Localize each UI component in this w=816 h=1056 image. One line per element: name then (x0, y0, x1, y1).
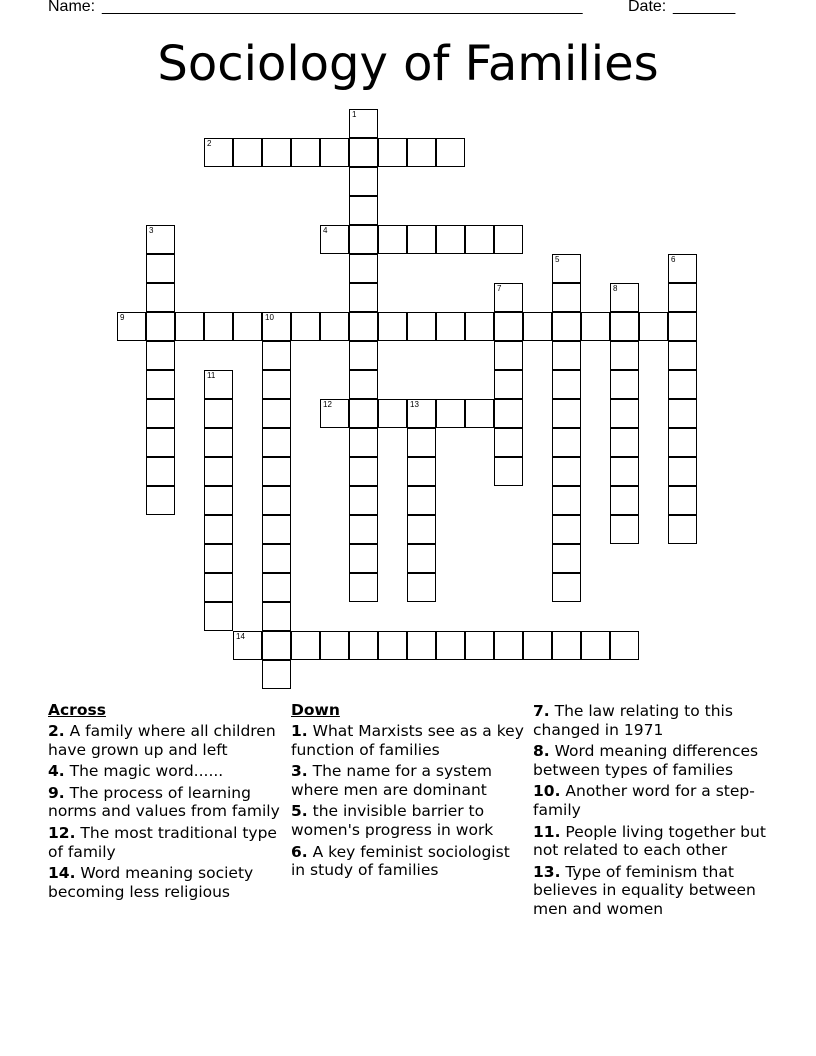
crossword-cell[interactable] (581, 312, 610, 341)
crossword-cell[interactable] (146, 370, 175, 399)
crossword-cell[interactable] (204, 428, 233, 457)
clue-item (533, 823, 769, 860)
crossword-cell[interactable] (204, 457, 233, 486)
crossword-cell[interactable] (610, 341, 639, 370)
crossword-cell[interactable] (204, 486, 233, 515)
clue-number: 13 (410, 400, 419, 409)
clue-number-label: 13. (533, 862, 561, 881)
crossword-cell[interactable] (320, 312, 349, 341)
crossword-cell[interactable] (407, 544, 436, 573)
name-label: Name: (48, 0, 96, 15)
crossword-cell[interactable] (552, 515, 581, 544)
crossword-cell[interactable] (349, 138, 378, 167)
crossword-cell[interactable] (349, 109, 378, 138)
crossword-cell[interactable] (668, 399, 697, 428)
crossword-cell[interactable] (552, 254, 581, 283)
crossword-cell[interactable] (262, 486, 291, 515)
clue-number-label: 12. (48, 823, 76, 842)
clue-item (48, 824, 284, 861)
crossword-cell[interactable] (349, 341, 378, 370)
crossword-cell[interactable] (349, 631, 378, 660)
crossword-cell[interactable] (668, 457, 697, 486)
crossword-cell[interactable] (262, 515, 291, 544)
crossword-cell[interactable] (349, 573, 378, 602)
across-heading: Across (48, 701, 106, 719)
crossword-cell[interactable] (262, 631, 291, 660)
clue-number: 3 (149, 226, 154, 235)
clue-text: Word meaning society becoming less religious (48, 864, 254, 901)
crossword-cell[interactable] (349, 254, 378, 283)
crossword-cell[interactable] (146, 254, 175, 283)
crossword-cell[interactable] (291, 138, 320, 167)
crossword-cell[interactable] (552, 283, 581, 312)
crossword-cell[interactable] (523, 631, 552, 660)
clue-text: The law relating to this changed in 1971 (533, 702, 733, 739)
crossword-cell[interactable] (349, 486, 378, 515)
crossword-cell[interactable] (494, 341, 523, 370)
crossword-cell[interactable] (552, 399, 581, 428)
crossword-cell[interactable] (407, 573, 436, 602)
crossword-cell[interactable] (668, 254, 697, 283)
name-field-line[interactable]: ______________________________________________________ (102, 0, 583, 15)
crossword-cell[interactable] (233, 312, 262, 341)
crossword-cell[interactable] (233, 138, 262, 167)
crossword-cell[interactable] (146, 428, 175, 457)
clue-text: The process of learning norms and values from family (48, 783, 280, 821)
clue-number-label: 6. (291, 842, 308, 861)
crossword-cell[interactable] (349, 370, 378, 399)
crossword-cell[interactable] (146, 457, 175, 486)
crossword-cell[interactable] (494, 428, 523, 457)
crossword-cell[interactable] (552, 341, 581, 370)
crossword-cell[interactable] (378, 399, 407, 428)
crossword-cell[interactable] (262, 428, 291, 457)
crossword-cell[interactable] (349, 428, 378, 457)
crossword-cell[interactable] (146, 312, 175, 341)
clue-item (48, 864, 284, 901)
across-clues (48, 700, 284, 904)
crossword-cell[interactable] (552, 457, 581, 486)
clue-number: 9 (120, 313, 125, 322)
clue-item (48, 784, 284, 821)
clue-text: A key feminist sociologist in study of families (291, 842, 510, 880)
crossword-cell[interactable] (436, 631, 465, 660)
crossword-cell[interactable] (262, 341, 291, 370)
clue-text: The most traditional type of family (48, 823, 277, 861)
clue-text: the invisible barrier to women's progress in work (291, 802, 494, 839)
clue-item (533, 863, 769, 919)
crossword-cell[interactable] (668, 370, 697, 399)
clue-number: 14 (236, 632, 245, 641)
crossword-cell[interactable] (349, 196, 378, 225)
clue-number-label: 5. (291, 802, 308, 821)
crossword-cell[interactable] (349, 399, 378, 428)
crossword-cell[interactable] (465, 312, 494, 341)
clue-number-label: 11. (533, 822, 561, 841)
clue-number-label: 3. (291, 762, 308, 781)
crossword-cell[interactable] (552, 573, 581, 602)
crossword-cell[interactable] (610, 312, 639, 341)
date-field-line[interactable]: _______ (673, 0, 736, 15)
clue-number: 10 (265, 313, 274, 322)
crossword-cell[interactable] (436, 312, 465, 341)
crossword-cell[interactable] (407, 225, 436, 254)
clue-number: 4 (323, 226, 328, 235)
crossword-cell[interactable] (262, 399, 291, 428)
crossword-cell[interactable] (262, 660, 291, 689)
crossword-cell[interactable] (320, 225, 349, 254)
crossword-cell[interactable] (465, 225, 494, 254)
crossword-cell[interactable] (204, 312, 233, 341)
crossword-cell[interactable] (407, 312, 436, 341)
down-heading: Down (291, 701, 340, 719)
clue-item (291, 722, 527, 759)
down-clues-continued (533, 702, 769, 922)
clue-number: 7 (497, 284, 502, 293)
across-clue-list (48, 722, 284, 901)
crossword-cell[interactable] (552, 486, 581, 515)
crossword-cell[interactable] (668, 486, 697, 515)
clue-number: 5 (555, 255, 560, 264)
crossword-cell[interactable] (552, 631, 581, 660)
crossword-cell[interactable] (436, 399, 465, 428)
clue-item (48, 762, 284, 781)
crossword-cell[interactable] (407, 428, 436, 457)
crossword-cell[interactable] (262, 138, 291, 167)
crossword-cell[interactable] (523, 312, 552, 341)
worksheet-header (48, 0, 748, 20)
clue-number: 8 (613, 284, 618, 293)
crossword-cell[interactable] (610, 283, 639, 312)
crossword-cell[interactable] (407, 486, 436, 515)
crossword-cell[interactable] (291, 312, 320, 341)
crossword-cell[interactable] (610, 486, 639, 515)
down-clues (291, 700, 527, 883)
crossword-cell[interactable] (262, 370, 291, 399)
crossword-cell[interactable] (204, 573, 233, 602)
crossword-cell[interactable] (407, 138, 436, 167)
crossword-cell[interactable] (146, 341, 175, 370)
crossword-cell[interactable] (204, 138, 233, 167)
crossword-cell[interactable] (668, 283, 697, 312)
down-clue-list-continued (533, 702, 769, 919)
clue-number-label: 7. (533, 702, 550, 720)
clue-item (533, 782, 769, 819)
crossword-cell[interactable] (407, 631, 436, 660)
clue-number-label: 14. (48, 864, 76, 883)
crossword-cell[interactable] (552, 428, 581, 457)
crossword-cell[interactable] (552, 312, 581, 341)
crossword-cell[interactable] (436, 138, 465, 167)
clue-number: 11 (207, 371, 216, 380)
crossword-cell[interactable] (465, 631, 494, 660)
crossword-cell[interactable] (349, 515, 378, 544)
clue-text: A family where all children have grown up and left (48, 722, 276, 759)
crossword-cell[interactable] (494, 225, 523, 254)
clue-text: Another word for a step-family (533, 782, 755, 819)
down-clue-list (291, 722, 527, 880)
clue-item (48, 722, 284, 759)
crossword-cell[interactable] (407, 515, 436, 544)
clue-number-label: 4. (48, 762, 65, 781)
crossword-cell[interactable] (262, 312, 291, 341)
crossword-cell[interactable] (349, 457, 378, 486)
clue-item (533, 742, 769, 779)
crossword-cell[interactable] (349, 167, 378, 196)
crossword-cell[interactable] (349, 283, 378, 312)
crossword-cell[interactable] (146, 283, 175, 312)
crossword-cell[interactable] (349, 544, 378, 573)
clue-text: Type of feminism that believes in equality between men and women (533, 862, 756, 918)
clue-number-label: 8. (533, 742, 550, 761)
crossword-cell[interactable] (349, 225, 378, 254)
crossword-cell[interactable] (610, 428, 639, 457)
clue-number-label: 1. (291, 722, 308, 740)
crossword-cell[interactable] (320, 399, 349, 428)
crossword-cell[interactable] (204, 515, 233, 544)
crossword-cell[interactable] (668, 515, 697, 544)
crossword-cell[interactable] (175, 312, 204, 341)
crossword-cell[interactable] (262, 602, 291, 631)
clue-number: 2 (207, 139, 212, 148)
crossword-cell[interactable] (552, 370, 581, 399)
crossword-cell[interactable] (407, 399, 436, 428)
date-label: Date: (628, 0, 667, 15)
crossword-cell[interactable] (262, 544, 291, 573)
crossword-cell[interactable] (610, 631, 639, 660)
clue-number: 1 (352, 110, 357, 119)
crossword-cell[interactable] (349, 312, 378, 341)
crossword-cell[interactable] (494, 399, 523, 428)
crossword-cell[interactable] (378, 631, 407, 660)
crossword-cell[interactable] (407, 457, 436, 486)
crossword-cell[interactable] (378, 312, 407, 341)
crossword-cell[interactable] (320, 631, 349, 660)
clue-number-label: 9. (48, 783, 65, 802)
crossword-cell[interactable] (668, 312, 697, 341)
crossword-cell[interactable] (117, 312, 146, 341)
crossword-cell[interactable] (262, 457, 291, 486)
crossword-cell[interactable] (146, 486, 175, 515)
crossword-cell[interactable] (378, 225, 407, 254)
clue-item (533, 702, 769, 739)
crossword-cell[interactable] (494, 370, 523, 399)
crossword-cell[interactable] (291, 631, 320, 660)
crossword-cell[interactable] (204, 544, 233, 573)
crossword-cell[interactable] (494, 312, 523, 341)
clue-number-label: 2. (48, 722, 65, 740)
crossword-cell[interactable] (552, 544, 581, 573)
crossword-cell[interactable] (494, 457, 523, 486)
crossword-cell[interactable] (465, 399, 494, 428)
clue-number: 6 (671, 255, 676, 264)
crossword-cell[interactable] (262, 573, 291, 602)
crossword-cell[interactable] (204, 602, 233, 631)
clue-text: What Marxists see as a key function of families (291, 722, 524, 759)
crossword-cell[interactable] (204, 370, 233, 399)
clue-item (291, 802, 527, 839)
crossword-cell[interactable] (204, 399, 233, 428)
crossword-cell[interactable] (610, 370, 639, 399)
crossword-cell[interactable] (320, 138, 349, 167)
clue-text: People living together but not related to each other (533, 822, 766, 860)
clue-text: The name for a system where men are dominant (291, 762, 492, 799)
crossword-cell[interactable] (146, 399, 175, 428)
clue-text: Word meaning differences between types of families (533, 742, 759, 779)
crossword-cell[interactable] (494, 631, 523, 660)
crossword-cell[interactable] (581, 631, 610, 660)
clue-text: The magic word...... (64, 762, 224, 781)
crossword-cell[interactable] (610, 515, 639, 544)
clue-number-label: 10. (533, 782, 561, 801)
crossword-cell[interactable] (436, 225, 465, 254)
crossword-cell[interactable] (378, 138, 407, 167)
crossword-cell[interactable] (610, 399, 639, 428)
crossword-cell[interactable] (610, 457, 639, 486)
crossword-cell[interactable] (668, 341, 697, 370)
clue-item (291, 762, 527, 799)
clue-item (291, 843, 527, 880)
crossword-cell[interactable] (668, 428, 697, 457)
crossword-cell[interactable] (639, 312, 668, 341)
page-title: Sociology of Families (157, 36, 659, 92)
crossword-cell[interactable] (233, 631, 262, 660)
crossword-cell[interactable] (146, 225, 175, 254)
clue-number: 12 (323, 400, 332, 409)
crossword-cell[interactable] (494, 283, 523, 312)
